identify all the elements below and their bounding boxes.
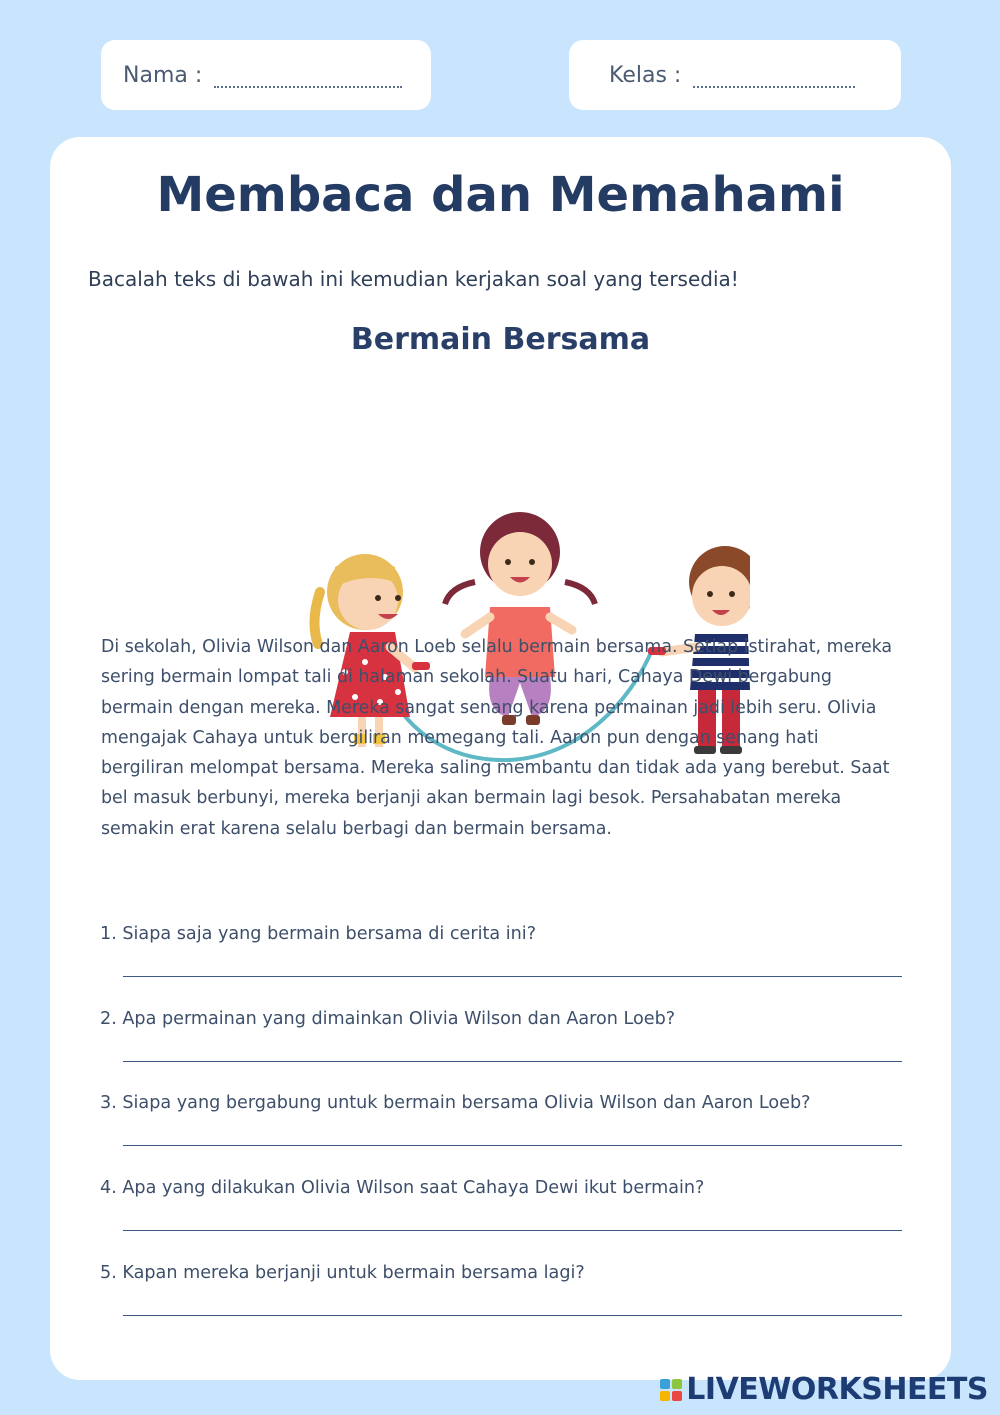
question-text: 4. Apa yang dilakukan Olivia Wilson saat Cahaya Dewi ikut bermain? — [100, 1178, 705, 1199]
nama-field-box — [101, 40, 431, 110]
liveworksheets-brand[interactable] — [660, 1372, 988, 1407]
answer-line[interactable] — [123, 976, 902, 977]
question-item — [100, 1178, 902, 1263]
brand-name: LIVEWORKSHEETS — [686, 1372, 988, 1407]
instruction-text: Bacalah teks di bawah ini kemudian kerjakan soal yang tersedia! — [88, 267, 739, 291]
question-text: 3. Siapa yang bergabung untuk bermain bersama Olivia Wilson dan Aaron Loeb? — [100, 1093, 811, 1114]
question-item — [100, 1263, 902, 1348]
answer-line[interactable] — [123, 1061, 902, 1062]
kelas-field-box — [569, 40, 901, 110]
answer-line[interactable] — [123, 1145, 902, 1146]
question-item — [100, 1093, 902, 1178]
nama-input-line[interactable] — [214, 70, 402, 88]
answer-line[interactable] — [123, 1315, 902, 1316]
story-paragraph: Di sekolah, Olivia Wilson dan Aaron Loeb selalu bermain bersama. Setiap istirahat, mereka sering bermain lompat tali di halaman sekolah. Suatu hari, Cahaya Dewi bergabung bermain dengan mereka. Mereka sangat senang karena permainan jadi lebih seru. Olivia mengajak Cahaya untuk bergiliran memegang tali. Aaron pun dengan senang hati bergiliran melompat bersama. Mereka saling membantu dan tidak ada yang berebut. Saat bel masuk berbunyi, mereka berjanji akan bermain lagi besok. Persahabatan mereka semakin erat karena selalu berbagi dan bermain bersama. — [101, 637, 893, 839]
question-item — [100, 924, 902, 1009]
question-list — [100, 924, 902, 1347]
liveworksheets-logo-icon — [660, 1379, 682, 1401]
kelas-label: Kelas : — [609, 62, 682, 88]
question-item — [100, 1009, 902, 1094]
question-text: 1. Siapa saja yang bermain bersama di cerita ini? — [100, 924, 537, 944]
question-text: 5. Kapan mereka berjanji untuk bermain bersama lagi? — [100, 1262, 585, 1283]
kelas-input-line[interactable] — [693, 70, 855, 88]
nama-label: Nama : — [123, 62, 203, 88]
question-text: 2. Apa permainan yang dimainkan Olivia Wilson dan Aaron Loeb? — [100, 1008, 676, 1029]
worksheet-card — [50, 137, 951, 1380]
story-title: Bermain Bersama — [350, 322, 651, 357]
worksheet-title: Membaca dan Memahami — [156, 167, 845, 223]
answer-line[interactable] — [123, 1230, 902, 1231]
